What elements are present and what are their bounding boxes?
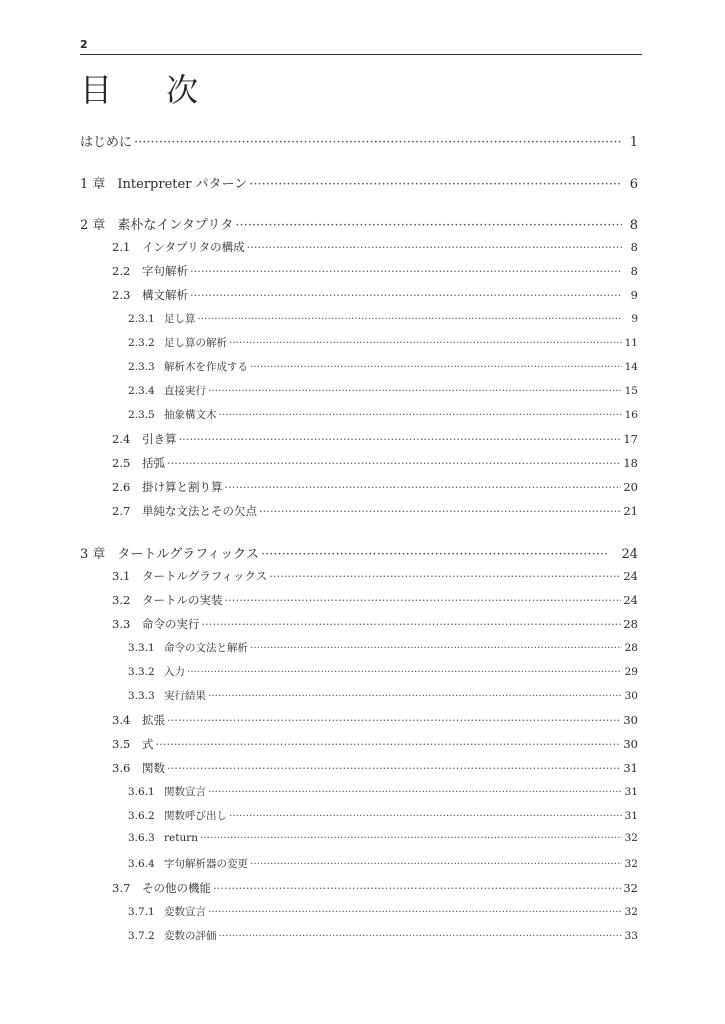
toc-entry-number: 3.2 bbox=[112, 593, 131, 607]
toc-entry[interactable] bbox=[128, 407, 638, 422]
toc-entry-page: 9 bbox=[631, 313, 638, 325]
toc-entry-label: 解析木を作成する bbox=[164, 361, 248, 373]
toc-entry-label: 掛け算と割り算 bbox=[142, 480, 223, 494]
toc-entry-number: 2.3.4 bbox=[128, 385, 155, 397]
toc-entry-page: 8 bbox=[629, 218, 638, 233]
toc-entry-number: 3.6 bbox=[112, 761, 131, 775]
toc-entry[interactable] bbox=[112, 736, 638, 752]
toc-entry-number: 2.3.5 bbox=[128, 409, 155, 421]
toc-entry-label: 命令の実行 bbox=[142, 617, 200, 631]
dot-leader bbox=[229, 337, 622, 349]
dot-leader bbox=[247, 240, 622, 254]
toc-entry[interactable] bbox=[128, 311, 638, 326]
toc-entry-number: 2.3 bbox=[112, 288, 131, 302]
toc-entry-label: 拡張 bbox=[142, 713, 165, 727]
toc-entry[interactable] bbox=[128, 928, 638, 943]
toc-entry-number: 3 章 bbox=[80, 547, 106, 562]
dot-leader bbox=[156, 737, 622, 751]
toc-entry-page: 32 bbox=[623, 881, 638, 895]
toc-entry-label: 直接実行 bbox=[164, 385, 206, 397]
dot-leader bbox=[261, 547, 608, 562]
toc-entry[interactable] bbox=[112, 287, 638, 303]
toc-entry[interactable] bbox=[112, 239, 638, 255]
toc-entry-page: 32 bbox=[624, 832, 638, 844]
toc-entry-label: 入力 bbox=[164, 666, 185, 678]
toc-entry[interactable] bbox=[128, 904, 638, 919]
dot-leader bbox=[208, 906, 622, 918]
toc-entry[interactable] bbox=[112, 712, 638, 728]
toc-entry-page: 16 bbox=[624, 409, 638, 421]
toc-entry-page: 24 bbox=[623, 593, 638, 607]
toc-entry-label: 括弧 bbox=[142, 456, 165, 470]
toc-entry-page: 24 bbox=[623, 569, 638, 583]
toc-entry[interactable] bbox=[128, 359, 638, 374]
toc-entry-label: はじめに bbox=[80, 135, 133, 150]
toc-entry-number: 3.1 bbox=[112, 569, 131, 583]
toc-entry-label: タートルの実装 bbox=[142, 593, 223, 607]
toc-entry-page: 30 bbox=[623, 713, 638, 727]
toc-entry-page: 1 bbox=[629, 135, 638, 150]
page-number: 2 bbox=[80, 38, 88, 51]
toc-entry-label: タートルグラフィックス bbox=[142, 569, 268, 583]
toc-entry-page: 8 bbox=[630, 264, 638, 278]
toc-entry[interactable] bbox=[112, 431, 638, 447]
toc-entry-page: 28 bbox=[623, 617, 638, 631]
toc-entry-number: 3.7.2 bbox=[128, 930, 155, 942]
dot-leader bbox=[208, 786, 622, 798]
toc-entry-number: 3.6.3 bbox=[128, 832, 155, 844]
dot-leader bbox=[269, 569, 621, 583]
dot-leader bbox=[208, 385, 622, 397]
toc-entry-number: 2.3.3 bbox=[128, 361, 155, 373]
toc-entry[interactable] bbox=[128, 784, 638, 799]
toc-entry-label: 素朴なインタプリタ bbox=[117, 218, 234, 233]
dot-leader bbox=[229, 810, 622, 822]
toc-entry-label: 変数宣言 bbox=[164, 906, 206, 918]
toc-entry[interactable] bbox=[128, 832, 638, 844]
dot-leader bbox=[179, 432, 622, 446]
toc-entry-page: 15 bbox=[624, 385, 638, 397]
toc-entry[interactable] bbox=[112, 880, 638, 896]
dot-leader bbox=[208, 690, 622, 702]
toc-entry[interactable] bbox=[80, 173, 638, 192]
toc-entry-number: 3.7.1 bbox=[128, 906, 155, 918]
dot-leader bbox=[250, 642, 622, 654]
toc-entry-label: 関数呼び出し bbox=[164, 810, 227, 822]
toc-entry[interactable] bbox=[112, 760, 638, 776]
toc-entry[interactable] bbox=[128, 856, 638, 871]
toc-entry-label: 式 bbox=[142, 737, 154, 751]
toc-entry-label: 変数の評価 bbox=[164, 930, 217, 942]
toc-entry[interactable] bbox=[112, 616, 638, 632]
toc-entry-page: 31 bbox=[623, 761, 638, 775]
dot-leader bbox=[219, 409, 623, 421]
toc-entry-label: return bbox=[164, 832, 198, 844]
toc-entry-label: 実行結果 bbox=[164, 690, 206, 702]
toc-entry-page: 30 bbox=[623, 737, 638, 751]
toc-entry-number: 3.4 bbox=[112, 713, 131, 727]
toc-entry-label: 命令の文法と解析 bbox=[164, 642, 248, 654]
toc-entry-label: 関数宣言 bbox=[164, 786, 206, 798]
toc-entry-number: 2.1 bbox=[112, 240, 131, 254]
dot-leader bbox=[190, 288, 622, 302]
toc-entry-page: 32 bbox=[624, 858, 638, 870]
toc-entry[interactable] bbox=[128, 688, 638, 703]
toc-entry-page: 24 bbox=[621, 547, 638, 562]
toc-entry-number: 3.3.3 bbox=[128, 690, 155, 702]
toc-entry[interactable] bbox=[80, 214, 638, 233]
toc-entry-label: 字句解析 bbox=[142, 264, 188, 278]
toc-entry-number: 3.3 bbox=[112, 617, 131, 631]
toc-entry-number: 2.3.1 bbox=[128, 313, 155, 325]
toc-entry-number: 2.5 bbox=[112, 456, 131, 470]
dot-leader bbox=[167, 456, 621, 470]
toc-entry[interactable] bbox=[112, 568, 638, 584]
dot-leader bbox=[167, 713, 621, 727]
toc-entry-label: タートルグラフィックス bbox=[117, 547, 259, 562]
toc-entry-label: 足し算 bbox=[164, 313, 196, 325]
toc-entry[interactable] bbox=[112, 592, 638, 608]
toc-entry[interactable] bbox=[112, 263, 638, 279]
toc-entry[interactable] bbox=[112, 455, 638, 471]
toc-entry-page: 6 bbox=[629, 177, 638, 192]
toc-entry-number: 3.5 bbox=[112, 737, 131, 751]
toc-entry-label: 関数 bbox=[142, 761, 165, 775]
dot-leader bbox=[167, 761, 621, 775]
toc-entry-number: 3.3.1 bbox=[128, 642, 155, 654]
toc-entry-label: 単純な文法とその欠点 bbox=[142, 504, 257, 518]
toc-entry[interactable] bbox=[80, 543, 638, 562]
dot-leader bbox=[198, 313, 623, 325]
toc-entry-number: 2.2 bbox=[112, 264, 131, 278]
dot-leader bbox=[187, 666, 622, 678]
toc-entry[interactable] bbox=[80, 131, 638, 150]
toc-entry[interactable] bbox=[128, 335, 638, 350]
toc-entry-label: 構文解析 bbox=[142, 288, 188, 302]
dot-leader bbox=[250, 361, 622, 373]
dot-leader bbox=[249, 177, 622, 192]
toc-entry[interactable] bbox=[112, 503, 638, 519]
toc-entry-page: 30 bbox=[624, 690, 638, 702]
dot-leader bbox=[190, 264, 622, 278]
toc-entry-page: 31 bbox=[624, 810, 638, 822]
toc-entry-number: 2.4 bbox=[112, 432, 131, 446]
toc-entry-number: 2.3.2 bbox=[128, 337, 155, 349]
toc-entry-page: 18 bbox=[623, 456, 638, 470]
toc-entry-number: 3.6.4 bbox=[128, 858, 155, 870]
page-title: 目 次 bbox=[80, 71, 221, 109]
toc-entry-number: 3.3.2 bbox=[128, 666, 155, 678]
toc-entry-page: 33 bbox=[624, 930, 638, 942]
toc-entry-label: 引き算 bbox=[142, 432, 177, 446]
dot-leader bbox=[225, 480, 622, 494]
toc-entry-label: インタプリタの構成 bbox=[142, 240, 245, 254]
toc-entry-page: 11 bbox=[624, 337, 638, 349]
dot-leader bbox=[219, 930, 623, 942]
dot-leader bbox=[134, 135, 622, 150]
toc-entry-number: 2.6 bbox=[112, 480, 131, 494]
toc-entry-page: 9 bbox=[630, 288, 638, 302]
toc-entry-page: 20 bbox=[623, 480, 638, 494]
toc-entry-label: 足し算の解析 bbox=[164, 337, 227, 349]
toc-entry-number: 3.7 bbox=[112, 881, 131, 895]
toc-entry[interactable] bbox=[128, 640, 638, 655]
toc-entry[interactable] bbox=[128, 383, 638, 398]
toc-entry-page: 31 bbox=[624, 786, 638, 798]
toc-entry-label: 抽象構文木 bbox=[164, 409, 217, 421]
dot-leader bbox=[259, 504, 621, 518]
dot-leader bbox=[202, 617, 622, 631]
toc-entry-number: 3.6.1 bbox=[128, 786, 155, 798]
toc-entry-page: 17 bbox=[623, 432, 638, 446]
toc-entry-number: 1 章 bbox=[80, 177, 106, 192]
dot-leader bbox=[250, 858, 622, 870]
toc-entry-page: 8 bbox=[630, 240, 638, 254]
dot-leader bbox=[225, 593, 622, 607]
toc-entry-page: 29 bbox=[624, 666, 638, 678]
toc-entry[interactable] bbox=[112, 479, 638, 495]
toc-entry-label: Interpreter パターン bbox=[117, 177, 248, 192]
toc-entry-label: その他の機能 bbox=[142, 881, 211, 895]
toc-entry-number: 3.6.2 bbox=[128, 810, 155, 822]
toc-entry[interactable] bbox=[128, 808, 638, 823]
toc-entry-number: 2.7 bbox=[112, 504, 131, 518]
dot-leader bbox=[235, 218, 622, 233]
toc-entry[interactable] bbox=[128, 664, 638, 679]
dot-leader bbox=[200, 832, 622, 844]
toc-entry-label: 字句解析器の変更 bbox=[164, 858, 248, 870]
toc-entry-page: 14 bbox=[624, 361, 638, 373]
dot-leader bbox=[213, 881, 621, 895]
toc-entry-page: 21 bbox=[623, 504, 638, 518]
toc-entry-page: 32 bbox=[624, 906, 638, 918]
toc-entry-page: 28 bbox=[624, 642, 638, 654]
header-rule bbox=[80, 54, 642, 55]
toc-entry-number: 2 章 bbox=[80, 218, 106, 233]
